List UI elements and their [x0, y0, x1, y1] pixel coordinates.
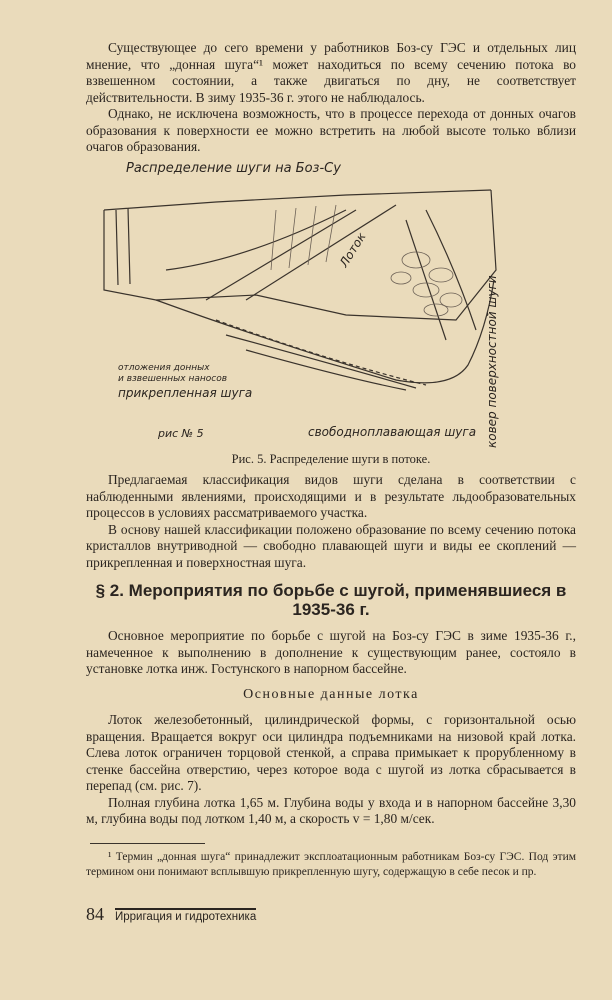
paragraph: Предлагаемая классификация видов шуги сделана в соответствии с наблюденными явлениями, происходящими и в результате льдообразовательных процессов в условиях рассматриваемого участка.	[86, 472, 576, 520]
paragraph: Однако, не исключена возможность, что в процессе перехода от донных очагов образования к поверхности ее можно встретить на любой высоте только вблизи очагов образования.	[86, 106, 576, 154]
deposits-label-line1: отложения донных	[118, 363, 210, 373]
page-footer	[86, 904, 576, 925]
paragraph: Лоток железобетонный, цилиндрической формы, с горизонтальной осью вращения. Вращается вокруг оси цилиндра подъемниками на низовой край лотка. Слева лоток ограничен торцовой стенкой, а справа примыкает к прорубленному в стенке бассейна отверстию, через которое вода с шугой из лотка сбрасывается в перепад (см. рис. 7).	[86, 712, 576, 793]
figure-caption: Рис. 5. Распределение шуги в потоке.	[231, 452, 431, 466]
paragraph: Основное мероприятие по борьбе с шугой на Боз-су ГЭС в зиме 1935-36 г., намеченное к выполнению в дополнение к существующим ранее, состояло в установке лотка инж. Гостунского в напорном бассейне.	[86, 628, 576, 676]
section-title: § 2. Мероприятия по борьбе с шугой, применявшиеся в 1935-36 г.	[95, 581, 567, 619]
text-block-section	[86, 628, 576, 678]
text-block-bottom	[86, 712, 576, 828]
canal-label: Лоток	[336, 229, 369, 270]
paragraph: Полная глубина лотка 1,65 м. Глубина воды у входа и в напорном бассейне 3,30 м, глубина воды под лотком 1,40 м, а скорость v = 1,80 м/сек.	[86, 794, 576, 826]
attached-ice-label: прикрепленная шуга	[118, 386, 253, 400]
text-block-top	[86, 40, 576, 156]
subheading: Основные данные лотка	[243, 687, 419, 702]
flow-distribution-sketch	[96, 150, 526, 450]
text-block-mid	[86, 472, 576, 571]
footnote-divider	[90, 843, 205, 844]
paragraph: Существующее до сего времени у работников Боз-су ГЭС и отдельных лиц мнение, что „донная шуга“¹ может находиться по всему сечению потока во взвешенном состоянии, а также двигаться по дну, не соответствует действительности. В зиму 1935-36 г. этого не наблюдалось.	[86, 40, 576, 105]
surface-ice-carpet-label: ковер поверхностной шуги	[485, 275, 499, 448]
paragraph: В основу нашей классификации положено образование по всему сечению потока кристаллов внутриводной — свободно плавающей шуги и виды ее скоплений — прикрепленная и поверхностная шуга.	[86, 521, 576, 570]
footnote-text: ¹ Термин „донная шуга“ принадлежит эксплоатационным работникам Боз-су ГЭС. Под этим термином они понимают всплывшую прикрепленную шугу, содержащую в себе песок и пр.	[86, 851, 576, 878]
deposits-label-line2: и взвешенных наносов	[118, 374, 228, 384]
figure-sketch	[96, 150, 526, 450]
free-floating-ice-label: свободноплавающая шуга	[308, 425, 477, 439]
figure-number-label: рис № 5	[158, 427, 204, 440]
figure-handwritten-title: Распределение шуги на Боз-Су	[126, 161, 341, 176]
page-number: 84	[86, 904, 104, 924]
journal-title: Ирригация и гидротехника	[115, 908, 256, 923]
footnote	[86, 850, 576, 879]
